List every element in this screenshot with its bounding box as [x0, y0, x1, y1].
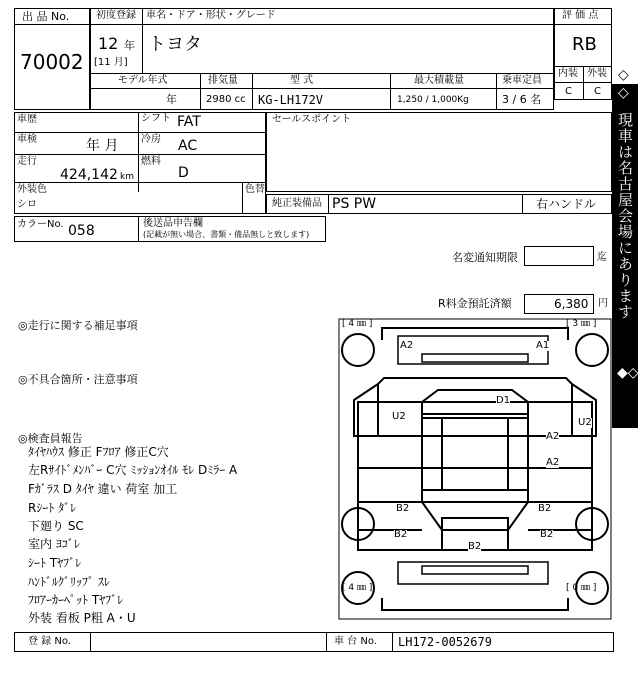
mileage-label: 走行 [17, 156, 37, 167]
inspector-line: 外装 看板 P粗 A・U [28, 611, 136, 625]
inspector-line: ﾀｲﾔﾊｳｽ 修正 Fﾌﾛｱ 修正C穴 [28, 445, 169, 459]
inspector-line: ﾌﾛｱｰｶｰﾍﾟｯﾄ Tﾔﾌﾞﾚ [28, 593, 124, 607]
damage-mark-b2-right-2: B2 [540, 529, 554, 540]
name-change-suffix: 迄 [597, 252, 607, 263]
recycle-label: R料金預託済額 [438, 297, 512, 310]
damage-mark-a2-front: A2 [400, 340, 414, 351]
name-change-label: 名変通知期限 [452, 251, 518, 264]
inspector-label: ◎検査員報告 [18, 432, 83, 445]
details-left [14, 112, 266, 214]
ac-label: 冷房 [141, 134, 161, 145]
tire-depth-rear-right: [ 0 ㎜ ] [566, 583, 597, 593]
fuel-value: D [178, 165, 189, 181]
equipment-label: 純正装備品 [272, 198, 322, 209]
model-year-value: 年 [166, 93, 177, 106]
exterior-grade: C [594, 86, 601, 97]
mileage-value: 424,142 [60, 167, 118, 183]
damage-mark-a1-front: A1 [536, 340, 550, 351]
displacement-value: 2980 cc [206, 94, 246, 105]
tire-depth-rear-left: [ 4 ㎜ ] [342, 583, 373, 593]
damage-diagram [338, 318, 612, 620]
color-no-label: カラーNo. [17, 219, 64, 230]
model-year-label: モデル年式 [118, 75, 168, 86]
shift-value: FAT [177, 114, 201, 130]
shift-label: シフト [141, 113, 171, 124]
damage-mark-u2-right: U2 [578, 417, 592, 428]
maker-name: トヨタ [148, 34, 202, 55]
lot-label: 出 品 No. [22, 10, 70, 23]
aftership-note: (記載が無い場合、書類・備品無しと致します) [143, 230, 310, 239]
mileage-unit: km [120, 172, 134, 182]
inspection-value: 年 月 [86, 138, 119, 154]
displacement-label: 排気量 [208, 75, 238, 86]
inspector-line: 室内 ﾖｺﾞﾚ [28, 537, 80, 551]
damage-mark-b2-right-1: B2 [538, 503, 552, 514]
inspector-line: ｼｰﾄ Tﾔﾌﾞﾚ [28, 556, 82, 570]
defects-label: ◎不具合箇所・注意事項 [18, 373, 138, 386]
sidebar-text: 現車は名古屋会場にあります [616, 112, 634, 320]
damage-mark-a2-right-1: A2 [546, 431, 560, 442]
ext-color-label: 外装色 [17, 184, 47, 195]
interior-grade: C [565, 86, 572, 97]
sidebar-mark-1: ◇ [618, 85, 629, 101]
chassis-value: LH172-0052679 [398, 635, 492, 649]
score-label: 評 価 点 [562, 10, 599, 21]
damage-mark-a2-right-2: A2 [546, 457, 560, 468]
inspector-line: ﾊﾝﾄﾞﾙｸﾞﾘｯﾌﾟ ｽﾚ [28, 575, 110, 589]
damage-mark-b2-rear: B2 [468, 541, 482, 552]
model-header: 車名・ドア・形状・グレード [146, 10, 276, 21]
tire-depth-front-left: [ 4 ㎜ ] [342, 319, 373, 329]
color-no-value: 058 [68, 223, 95, 239]
damage-mark-u2-left: U2 [392, 411, 406, 422]
ext-color-value: シロ [17, 199, 37, 210]
model-code-label: 型 式 [290, 75, 314, 86]
tire-depth-front-right: [ 3 ㎜ ] [566, 319, 597, 329]
name-change-box [524, 246, 594, 266]
sales-point-label: セールスポイント [272, 114, 352, 125]
max-load-value: 1,250 / 1,000Kg [397, 95, 469, 105]
damage-mark-b2-left-1: B2 [396, 503, 410, 514]
capacity-label: 乗車定員 [502, 75, 542, 86]
model-code: KG-LH172V [258, 93, 324, 107]
damage-mark-b2-left-2: B2 [394, 529, 408, 540]
sidebar-bottom-mark: ◆◇ [617, 365, 639, 381]
first-reg-month: [11 月] [94, 57, 128, 68]
inspector-line: 下廻り SC [28, 519, 84, 533]
footer-row [14, 632, 614, 652]
interior-label: 内装 [558, 68, 578, 79]
inspector-line: Fｶﾞﾗｽ D ﾀｲﾔ 違い 荷室 加工 [28, 482, 178, 496]
ac-value: AC [178, 138, 198, 154]
exterior-label: 外装 [587, 68, 607, 79]
steering-value: 右ハンドル [536, 197, 597, 211]
capacity-value: 3 / 6 名 [502, 93, 542, 106]
lot-number: 70002 [20, 50, 84, 74]
score-value: RB [572, 34, 597, 55]
first-reg-year: 12 [98, 34, 119, 53]
equipment-value: PS PW [332, 196, 377, 212]
registration-label: 登 録 No. [28, 636, 71, 647]
damage-mark-d1: D1 [496, 395, 511, 406]
recycle-unit: 円 [598, 298, 608, 309]
first-reg-label: 初度登録 [96, 10, 136, 21]
fuel-label: 燃料 [141, 156, 161, 167]
recycle-value: 6,380 [554, 297, 589, 311]
history-label: 車歴 [17, 114, 37, 125]
color-change-label: 色替 [245, 184, 265, 195]
sidebar-top-mark: ◇ [618, 67, 629, 83]
max-load-label: 最大積載量 [414, 75, 464, 86]
inspector-line: 左Rｻｲﾄﾞﾒﾝﾊﾞｰ C穴 ﾐｯｼｮﾝｵｲﾙ ﾓﾚ Dﾐﾗｰ A [28, 463, 238, 477]
year-unit: 年 [124, 39, 135, 52]
inspection-label: 車検 [17, 134, 37, 145]
car-outline-svg [338, 318, 612, 620]
driving-label: ◎走行に関する補足事項 [18, 319, 138, 332]
chassis-label: 車 台 No. [334, 636, 377, 647]
aftership-label: 後送品申告欄 [143, 218, 203, 229]
inspector-line: Rｼｰﾄ ﾀﾞﾚ [28, 501, 77, 515]
